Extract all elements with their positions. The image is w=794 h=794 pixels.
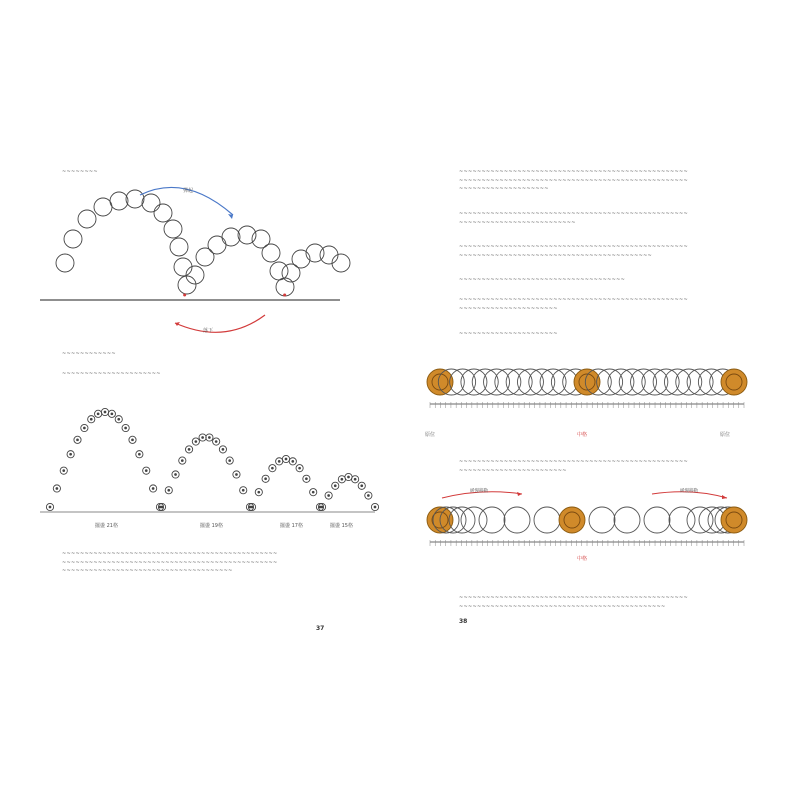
ball-frame: [78, 210, 96, 228]
ball-dot: [334, 485, 336, 487]
middle-label: 中格: [577, 556, 588, 562]
ball-dot: [111, 413, 113, 415]
bounce-decay-diagram: [40, 400, 380, 530]
ghost-frame: [614, 507, 640, 533]
ghost-frame: [597, 369, 623, 395]
ball-frame: [292, 250, 310, 268]
impact-mark-2: ●: [283, 292, 287, 297]
ball-dot: [265, 478, 267, 480]
ball-dot: [63, 470, 65, 472]
ball-dot: [132, 439, 134, 441]
ghost-frame: [642, 369, 668, 395]
right-page: [397, 0, 794, 794]
ball-frame: [282, 264, 300, 282]
ball-frame: [170, 238, 188, 256]
ease-label-right: 緩慢移動: [680, 489, 698, 494]
down-label: 落下: [203, 328, 214, 334]
paragraph: ~~~~~~~~~~~~~~~~~~~~~~~~~~~~~~~~~~~~~~~~~~~~~~~~~~~ ~~~~~~~~~~~~~~~~~~~~~~~~~~~~~~~~~~~~~~~~~~~: [459, 244, 688, 259]
ghost-frame: [479, 507, 505, 533]
ball-frame: [110, 192, 128, 210]
ghost-frame: [551, 369, 577, 395]
ball-dot: [145, 470, 147, 472]
ball-dot: [367, 495, 369, 497]
text-line: ~~~~~~~~~~~~~~~~~~~~~~~~~~~~~~~~~~~~~: [459, 277, 626, 283]
ball-dot: [312, 491, 314, 493]
ball-dot: [125, 427, 127, 429]
ball-frame: [332, 254, 350, 272]
coin: [574, 369, 600, 395]
ball-dot: [188, 448, 190, 450]
ghost-frame: [506, 369, 532, 395]
paragraph: ~~~~~~~~~~~~~~~~~~~~~~~~~~~~~~~~~~~~~~~~~~~~~~~~~~~ ~~~~~~~~~~~~~~~~~~~~~~~~: [459, 459, 688, 474]
timeline-1: [422, 360, 752, 440]
ball-dot: [348, 476, 350, 478]
ball-dot: [222, 448, 224, 450]
ball-frame: [164, 220, 182, 238]
ball-dot: [374, 506, 376, 508]
start-label: 原位: [425, 432, 436, 438]
ball-dot: [161, 506, 163, 508]
timeline-2: [422, 488, 752, 578]
ghost-frame: [676, 369, 702, 395]
bounce-diagram: [35, 175, 345, 365]
coin: [721, 507, 747, 533]
ball-dot: [70, 453, 72, 455]
ghost-frame: [534, 507, 560, 533]
ghost-frame: [687, 507, 713, 533]
ball-dot: [152, 488, 154, 490]
paragraph: ~~~~~~~~~~~~~~~~~~~~~~~~~~~~~~~~~~~~~~~~~~~~~~~~~~~ ~~~~~~~~~~~~~~~~~~~~~~~~~~~~~~~~~~~~~~~~~~~~~~: [459, 595, 688, 610]
coin: [427, 369, 453, 395]
ball-dot: [319, 506, 321, 508]
ball-dot: [90, 418, 92, 420]
ball-dot: [138, 453, 140, 455]
ghost-frame: [540, 369, 566, 395]
ball-dot: [236, 474, 238, 476]
ghost-frame: [529, 369, 555, 395]
ghost-frame: [517, 369, 543, 395]
ball-dot: [118, 418, 120, 420]
ball-dot: [249, 506, 251, 508]
ball-dot: [361, 485, 363, 487]
paragraph: ~~~~~~~~~~~~~~~~~~~~~~~~~~~~~~~~~~~~~~~~~~~~~~~~~~~ ~~~~~~~~~~~~~~~~~~~~~~~~~~: [459, 211, 688, 226]
ball-dot: [208, 437, 210, 439]
ball-frame: [64, 230, 82, 248]
ball-dot: [97, 413, 99, 415]
ghost-frame: [450, 369, 476, 395]
segment-label: 擺盪 19格: [200, 523, 223, 529]
ball-dot: [202, 437, 204, 439]
ghost-frame: [504, 507, 530, 533]
ghost-frame: [461, 369, 487, 395]
coin: [559, 507, 585, 533]
ball-dot: [299, 467, 301, 469]
paragraph: ~~~~~~~~~~~~~~~~~~~~~~~~~~~~~~~~~~~~~~~~~~~~~~~~ ~~~~~~~~~~~~~~~~~~~~~~~~~~~~~~~~~~~~~~~~~~~~~~~~ ~~~~~~~~~~~~~~~~~~~~~~~~~~~~~~~~~~~~~~: [62, 551, 278, 574]
ghost-frame: [664, 369, 690, 395]
ball-dot: [321, 506, 323, 508]
coin: [721, 369, 747, 395]
ball-dot: [258, 491, 260, 493]
ball-frame: [142, 194, 160, 212]
down-arrow: [175, 315, 265, 332]
ball-dot: [306, 478, 308, 480]
ball-dot: [341, 478, 343, 480]
ball-dot: [83, 427, 85, 429]
ball-dot: [242, 489, 244, 491]
ease-label-left: 緩慢移動: [470, 489, 488, 494]
ball-dot: [354, 478, 356, 480]
ball-dot: [229, 460, 231, 462]
ball-dot: [175, 474, 177, 476]
ball-dot: [168, 489, 170, 491]
ball-frame: [126, 190, 144, 208]
ball-dot: [56, 488, 58, 490]
page-number-right: 38: [459, 618, 468, 625]
ghost-frame: [619, 369, 645, 395]
segment-label: 擺盪 17格: [280, 523, 303, 529]
ball-dot: [251, 506, 253, 508]
ball-frame: [208, 236, 226, 254]
up-label: 彈起: [183, 188, 194, 194]
ball-dot: [328, 495, 330, 497]
ghost-frame: [608, 369, 634, 395]
ghost-frame: [687, 369, 713, 395]
ball-dot: [49, 506, 51, 508]
ghost-frame: [653, 369, 679, 395]
ghost-frame: [495, 369, 521, 395]
ball-frame: [196, 248, 214, 266]
ball-frame: [154, 204, 172, 222]
ball-frame: [320, 246, 338, 264]
ball-dot: [215, 441, 217, 443]
page-number-left: 37: [316, 625, 325, 632]
segment-label: 擺盪 15格: [330, 523, 353, 529]
text-line: ~~~~~~~~~~~~: [62, 351, 116, 357]
segment-label: 擺盪 21格: [95, 523, 118, 529]
text-line: ~~~~~~~~~~~~~~~~~~~~~~: [62, 371, 161, 377]
ball-dot: [159, 506, 161, 508]
ghost-frame: [698, 369, 724, 395]
ball-frame: [94, 198, 112, 216]
ball-frame: [262, 244, 280, 262]
ball-dot: [104, 411, 106, 413]
ball-dot: [77, 439, 79, 441]
ball-dot: [272, 467, 274, 469]
ghost-frame: [631, 369, 657, 395]
middle-label: 中格: [577, 432, 588, 438]
ball-dot: [195, 441, 197, 443]
bounce-ball-frames: [56, 190, 350, 296]
ball-dot: [285, 458, 287, 460]
ball-frame: [222, 228, 240, 246]
impact-mark: ●: [183, 292, 187, 297]
ball-frame: [174, 258, 192, 276]
paragraph: ~~~~~~~~~~~~~~~~~~~~~~~~~~~~~~~~~~~~~~~~~~~~~~~~~~~ ~~~~~~~~~~~~~~~~~~~~~~: [459, 297, 688, 312]
text-line: ~~~~~~~~~~~~~~~~~~~~~~: [459, 331, 558, 337]
ball-dot: [181, 460, 183, 462]
ghost-frame: [589, 507, 615, 533]
ball-frame: [270, 262, 288, 280]
ghost-frame: [644, 507, 670, 533]
ball-dot: [278, 460, 280, 462]
ball-frame: [56, 254, 74, 272]
ghost-frame: [484, 369, 510, 395]
paragraph: ~~~~~~~~~~~~~~~~~~~~~~~~~~~~~~~~~~~~~~~~~~~~~~~~~~~ ~~~~~~~~~~~~~~~~~~~~~~~~~~~~~~~~~~~~~~~~~~~~~~~~~~~ ~~~~~~~~~~~~~~~~~~~~: [459, 169, 688, 192]
ghost-frame: [472, 369, 498, 395]
text-line: ~~~~~~~~: [62, 169, 98, 175]
ball-dot: [292, 460, 294, 462]
end-label: 原位: [720, 432, 731, 438]
